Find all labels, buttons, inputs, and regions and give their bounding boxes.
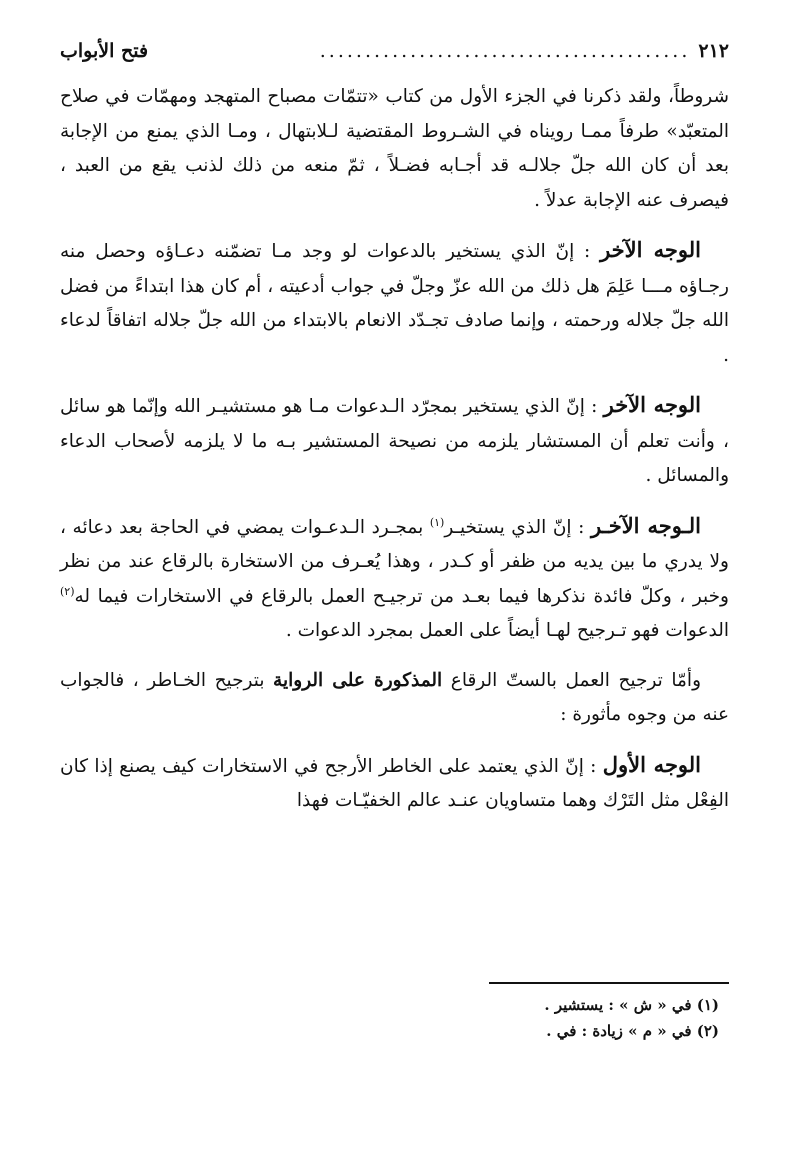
main-text (60, 80, 729, 819)
footnote-2: (٢) في « م » زيادة : في . (546, 1022, 719, 1040)
paragraph-4 (60, 509, 729, 649)
book-page (60, 40, 729, 1166)
footnote-divider (489, 982, 729, 984)
paragraph-4-text-a: : إنّ الذي يستخيـر (444, 516, 591, 538)
paragraph-4-text-b: بمجـرد الـدعـوات يمضي في الحاجة بعد دعائه ، ولا يدري ما بين يديه من ظفر أو كـدر ، وهذا يُعـرف من الاستخارة بالرقاع عند من نظر وخبر ، وكلّ فائدة نذكرها فيما بعـد من ترجيـح العمل بالرقاع في الاستخارات فيما له (60, 516, 729, 607)
paragraph-6-text: : إنّ الذي يعتمد على الخاطر الأرجح في الاستخارات كيف يصنع إذا كان الفِعْل مثل التَرْك وهما متساويان عنـد عالم الخفيّـات فهذا (60, 755, 729, 811)
page-number: ٢١٢ (698, 40, 729, 62)
paragraph-6 (60, 748, 729, 819)
paragraph-1 (60, 80, 729, 218)
paragraph-5-emphasis: المذكورة على الرواية (273, 669, 443, 691)
paragraph-3-text: : إنّ الذي يستخير بمجرّد الـدعوات مـا هو مستشيـر الله وإنّما هو سائل ، وأنت تعلم أن المستشار يلزمه من نصيحة المستشير بـه ما لا يلزمه لأصحاب الدعاء والمسائل . (60, 396, 729, 486)
paragraph-2 (60, 233, 729, 373)
running-header (60, 40, 729, 80)
paragraph-5-text-a: وأمّا ترجيح العمل بالستّ الرقاع (442, 669, 702, 691)
chapter-title: فتح الأبواب (60, 40, 149, 62)
paragraph-3-heading: الوجه الآخر (603, 392, 702, 417)
paragraph-1-text: شروطاً، ولقد ذكرنا في الجزء الأول من كتاب «تتمّات مصباح المتهجد ومهمّات في صلاح المتعبّد» طرفاً ممـا رويناه في الشـروط المقتضية لـلابتهال ، ومـا الذي يمنع من الإجابة بعد أن كان الله جلّ جلالـه قد أجـابه فضـلاً ، ثمّ منعه من ذلك لذنب يقع من العبد ، فيصرف عنه الإجابة عدلاً . (60, 86, 729, 211)
paragraph-4-heading: الـوجه الآخـر (590, 512, 701, 538)
paragraph-5-text-b: بترجيح الخـاطر ، فالجواب عنه من وجوه مأثورة : (60, 669, 729, 725)
paragraph-3 (60, 388, 729, 494)
footnote-marker-2: (٢) (60, 584, 75, 598)
footnote-1: (١) في « ش » : يستشير . (544, 996, 719, 1014)
header-leader-dots: ......................................... (319, 40, 691, 62)
footnotes (544, 992, 719, 1044)
paragraph-4-text-c: الدعوات فهو تـرجيح لهـا أيضاً على العمل بمجرد الدعوات . (285, 620, 729, 641)
paragraph-5 (60, 664, 729, 733)
paragraph-2-heading: الوجه الآخر (600, 237, 701, 262)
paragraph-6-heading: الوجه الأول (602, 751, 702, 777)
paragraph-2-text: : إنّ الذي يستخير بالدعوات لو وجد مـا تضمّنه دعـاؤه وحصل منه رجـاؤه مـــا عَلِمَ هل ذلك من الله عزّ وجلّ في جواب أدعيته ، أم كان هذا ابتداءً من فضل الله جلّ جلاله ورحمته ، وإنما صادف تجـدّد الانعام بالابتداء من الله جلّ جلاله اتفاقاً لدعاء . (60, 241, 729, 366)
footnote-marker-1: (١) (429, 515, 445, 529)
